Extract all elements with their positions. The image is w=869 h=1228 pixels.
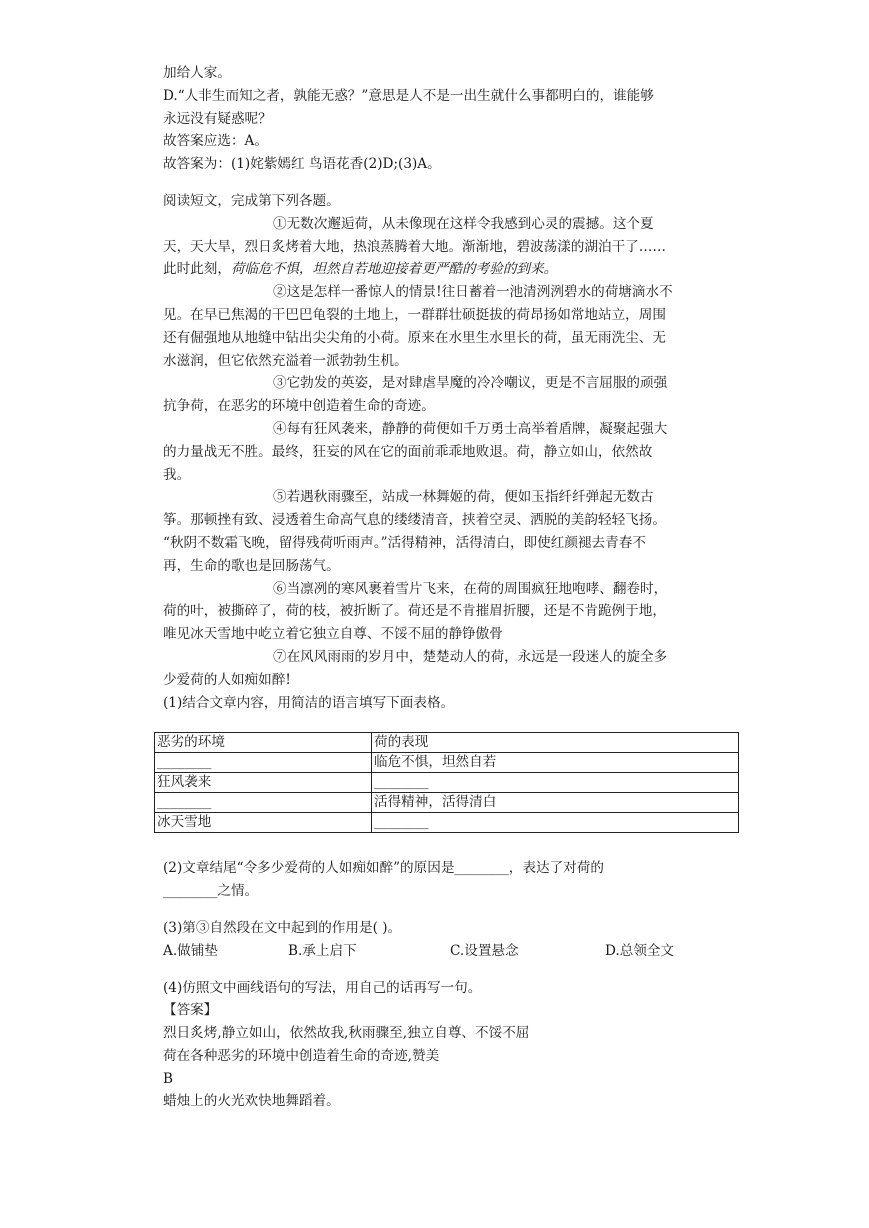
question-1: (1)结合文章内容，用简洁的语言填写下面表格。 xyxy=(163,694,455,711)
table-header-row xyxy=(155,733,739,753)
paragraph-5-line: 筝。那顿挫有致、浸透着生命高气息的缕缕清音，挟着空灵、洒脱的美韵轻轻飞扬。 xyxy=(163,512,666,529)
answer-label: 【答案】 xyxy=(163,1002,218,1019)
table-cell: 冰天雪地 xyxy=(155,813,372,833)
document-page xyxy=(157,62,753,1113)
table-cell-blank: ________ xyxy=(155,793,372,813)
previous-answer-block xyxy=(163,62,753,176)
paragraph-6-line: 唯见冰天雪地中屹立着它独立自尊、不馁不屈的静铮傲骨 xyxy=(163,626,503,643)
table-cell: 临危不惧，坦然自若 xyxy=(372,753,739,773)
paragraph-1-line xyxy=(163,258,753,281)
question-2-line: ________之情。 xyxy=(163,883,259,900)
paragraph-4-line: 的力量战无不胜。最终，狂妄的风在它的面前乖乖地败退。荷，静立如山，依然故 xyxy=(163,443,653,460)
table-cell: 狂风袭来 xyxy=(155,773,372,793)
text-line: 加给人家。 xyxy=(163,65,231,81)
table-row xyxy=(155,753,739,773)
paragraph-7-line: ⑦在风风雨雨的岁月中，楚楚动人的荷，永远是一段迷人的旋全多 xyxy=(273,648,668,665)
text-line: 永远没有疑惑呢？ xyxy=(163,110,272,127)
answer-line: B xyxy=(163,1070,173,1087)
question-4: (4)仿照文中画线语句的写法，用自己的话再写一句。 xyxy=(163,979,482,996)
table-row xyxy=(155,793,739,813)
table-row xyxy=(155,813,739,833)
question-2-line: (2)文章结尾“令多少爱荷的人如痴如醉”的原因是________，表达了对荷的 xyxy=(163,860,604,877)
option-a: A.做铺垫 xyxy=(163,942,218,959)
answer-line: 荷在各种恶劣的环境中创造着生命的奇迹,赞美 xyxy=(163,1047,440,1064)
paragraph-1-line: 天，天大旱，烈日炙烤着大地，热浪蒸腾着大地。渐渐地，碧波荡漾的湖泊干了…… xyxy=(163,238,666,255)
table-row xyxy=(155,773,739,793)
paragraph-2-line: 见。在早已焦渴的干巴巴龟裂的土地上，一群群壮硕挺拔的荷昂扬如常地站立，周围 xyxy=(163,306,666,323)
paragraph-2-line: 水滋润，但它依然充溢着一派勃勃生机。 xyxy=(163,352,408,369)
paragraph-1-line: ①无数次邂逅荷，从未像现在这样令我感到心灵的震撼。这个夏 xyxy=(273,215,654,232)
paragraph-6-line: ⑥当凛冽的寒风裹着雪片飞来，在荷的周围疯狂地咆哮、翻卷时， xyxy=(273,580,668,597)
text-line: 故答案应选：A。 xyxy=(163,133,268,150)
paragraph-6-line: 荷的叶，被撕碎了，荷的枝，被折断了。荷还是不肯摧眉折腰，还是不肯跪例于地， xyxy=(163,603,666,620)
text-line: 故答案为：(1)姹紫嫣红 鸟语花香(2)D;(3)A。 xyxy=(163,156,441,173)
paragraph-2-line: ②这是怎样一番惊人的情景!往日蓄着一池清洌洌碧水的荷塘滴水不 xyxy=(273,284,673,301)
answer-table xyxy=(154,732,739,833)
paragraph-7-line: 少爱荷的人如痴如醉! xyxy=(163,671,291,688)
question-3-options xyxy=(163,940,753,963)
answer-line: 蜡烛上的火光欢快地舞蹈着。 xyxy=(163,1093,340,1110)
paragraph-5-line: ⑤若遇秋雨骤至，站成一林舞姬的荷，便如玉指纤纤弹起无数古 xyxy=(273,489,654,506)
paragraph-3-line: ③它勃发的英姿，是对肆虐旱魔的冷冷嘲议，更是不言屈服的顽强 xyxy=(273,375,668,392)
table-cell: 荷的表现 xyxy=(372,733,739,753)
option-c: C.设置悬念 xyxy=(450,942,519,959)
paragraph-2-line: 还有倔强地从地缝中钻出尖尖角的小荷。原来在水里生水里长的荷，虽无雨洗尘、无 xyxy=(163,329,666,346)
paragraph-5-line: “秋阴不数霜飞晚，留得残荷听雨声。”活得精神，活得清白，即使红颜褪去青春不 xyxy=(163,534,646,551)
option-d: D.总领全文 xyxy=(605,942,675,959)
option-b: B.承上启下 xyxy=(288,942,357,959)
answer-line: 烈日炙烤,静立如山，依然故我,秋雨骤至,独立自尊、不馁不屈 xyxy=(163,1025,530,1042)
underlined-sentence: 荷临危不惧，坦然自若地迎接着更严酷的考验的到来。 xyxy=(230,261,558,278)
table-cell: 恶劣的环境 xyxy=(155,733,372,753)
paragraph-3-line: 抗争荷，在恶劣的环境中创造着生命的奇迹。 xyxy=(163,398,435,415)
paragraph-4-line: ④每有狂风袭来，静静的荷便如千万勇士高举着盾牌，凝聚起强大 xyxy=(273,420,668,437)
table-cell: 活得精神，活得清白 xyxy=(372,793,739,813)
table-cell-blank: ________ xyxy=(155,753,372,773)
paragraph-4-line: 我。 xyxy=(163,466,191,483)
table-cell-blank: ________ xyxy=(372,813,739,833)
question-3: (3)第③自然段在文中起到的作用是( )。 xyxy=(163,919,402,936)
text-line: D.“人非生而知之者，孰能无惑？”意思是人不是一出生就什么事都明白的，谁能够 xyxy=(163,87,654,104)
text-span: 此时此刻， xyxy=(163,261,231,278)
table-cell-blank: ________ xyxy=(372,773,739,793)
reading-intro: 阅读短文，完成第下列各题。 xyxy=(163,192,340,209)
passage xyxy=(163,213,753,692)
paragraph-5-line: 再，生命的歌也是回肠荡气。 xyxy=(163,557,340,574)
